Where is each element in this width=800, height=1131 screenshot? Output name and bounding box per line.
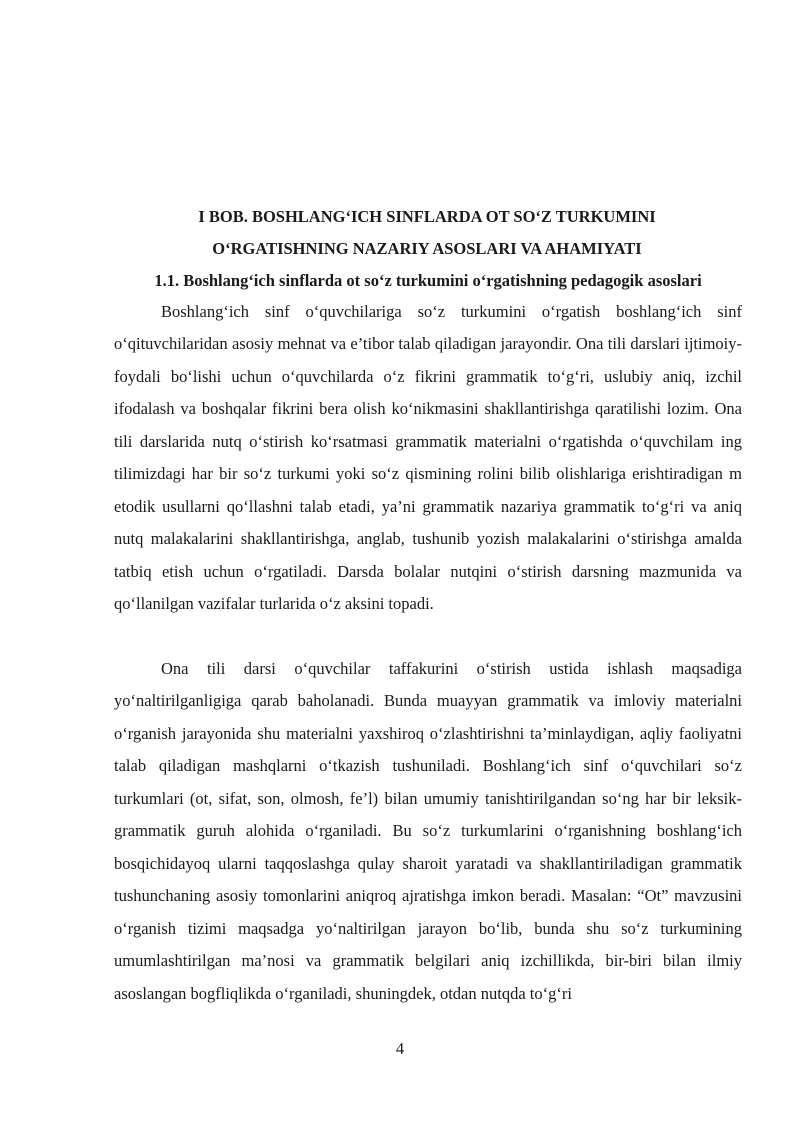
page-number: 4	[395, 1039, 405, 1058]
body-paragraph-1: Boshlang‘ich sinf o‘quvchilariga so‘z turkumini o‘rgatish boshlang‘ich sinf o‘qituvchilaridan asosiy mehnat va e’tibor talab qiladigan jarayondir. Ona tili darslari ijtimoiy-foydali bo‘lishi uchun o‘quvchilarda o‘z fikrini grammatik to‘g‘ri, uslubiy aniq, izchil ifodalash va boshqalar fikrini bera olish ko‘nikmasini shakllantirishga qaratilishi lozim. Ona tili darslarida nutq o‘stirish ko‘rsatmasi grammatik materialni o‘rgatishda o‘quvchilam ing tilimizdagi har bir so‘z turkumi yoki so‘z qismining rolini bilib olishlariga erishtiradigan m etodik usullarni qo‘llashni talab etadi, ya’ni grammatik nazariya grammatik to‘g‘ri va aniq nutq malakalarini shakllantirishga, anglab, tushunib yozish malakalarini o‘stirishga amalda tatbiq etish uchun o‘rgatiladi. Darsda bolalar nutqini o‘stirish darsning mazmunida va qo‘llanilgan vazifalar turlarida o‘z aksini topadi.	[114, 302, 742, 614]
body-paragraph-2: Ona tili darsi o‘quvchilar taffakurini o‘stirish ustida ishlash maqsadiga yo‘naltirilganligiga qarab baholanadi. Bunda muayyan grammatik va imloviy materialni o‘rganish jarayonida shu materialni yaxshiroq o‘zlashtirishni ta’minlaydigan, aqliy faoliyatni talab qiladigan mashqlarni o‘tkazish tushuniladi. Boshlang‘ich sinf o‘quvchilari so‘z turkumlari (ot, sifat, son, olmosh, fe’l) bilan umumiy tanishtirilgandan so‘ng har bir leksik-grammatik guruh alohida o‘rganiladi. Bu so‘z turkumlarini o‘rganishning boshlang‘ich bosqichidayoq ularni taqqoslashga qulay sharoit yaratadi va shakllantiriladigan grammatik tushunchaning asosiy tomonlarini aniqroq ajratishga imkon beradi. Masalan: “Ot” mavzusini o‘rganish tizimi maqsadga yo‘naltirilgan jarayon bo‘lib, bunda shu so‘z turkumining umumlashtirilgan ma’nosi va grammatik belgilari aniq izchillikda, bir-biri bilan ilmiy asoslangan bogfliqlikda o‘rganiladi, shuningdek, otdan nutqda to‘g‘ri	[114, 659, 742, 1003]
section-title: 1.1. Boshlang‘ich sinflarda ot so‘z turkumini o‘rgatishning pedagogik asoslari	[154, 271, 702, 290]
chapter-title-line-2: O‘RGATISHNING NAZARIY ASOSLARI VA AHAMIYATI	[212, 239, 642, 258]
chapter-title-line-1: I BOB. BOSHLANG‘ICH SINFLARDA OT SO‘Z TURKUMINI	[198, 207, 656, 226]
